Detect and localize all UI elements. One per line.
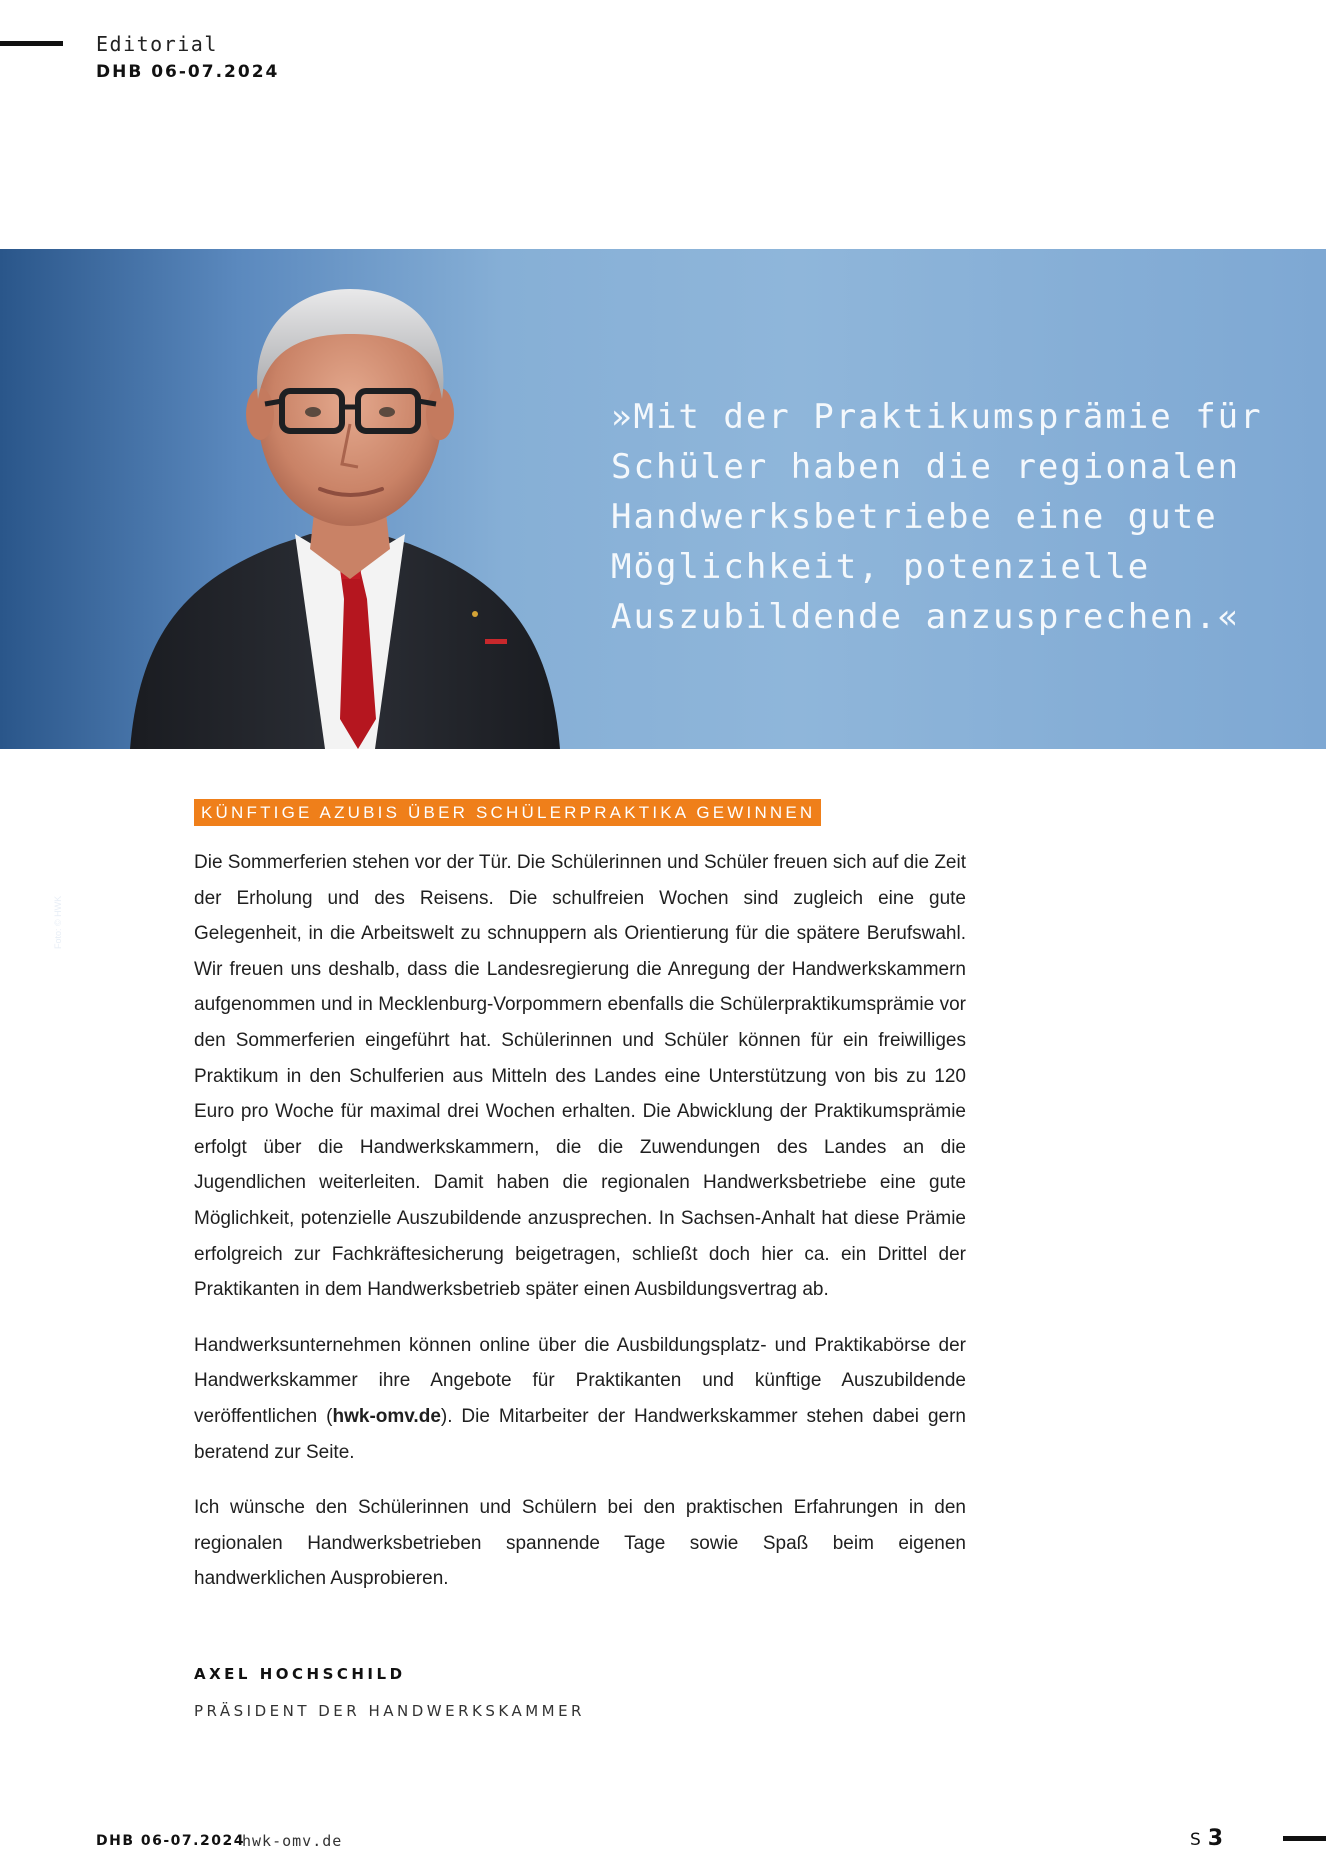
article-paragraph [194, 1328, 966, 1470]
article-paragraph: Die Sommerferien stehen vor der Tür. Die Schülerinnen und Schüler freuen sich auf die Zeit der Erholung und des Reisens. Die schulfreien Wochen sind zugleich eine gute Gelegenheit, in die Arbeitswelt zu schnuppern als Orientierung für die spätere Berufswahl. Wir freuen uns deshalb, dass die Landesregierung die Anregung der Handwerkskammern aufgenommen und in Mecklenburg-Vorpommern ebenfalls die Schülerpraktikumsprämie vor den Sommerferien eingeführt hat. Schülerinnen und Schüler können für ein freiwilliges Praktikum in den Schulferien aus Mitteln des Landes eine Unterstützung von bis zu 120 Euro pro Woche für maximal drei Wochen erhalten. Die Abwicklung der Praktikumsprämie erfolgt über die Handwerkskammern, die die Zuwendungen des Landes an die Jugendlichen weiterleiten. Damit haben die regionalen Handwerksbetriebe eine gute Möglichkeit, potenzielle Auszubildende anzusprechen. In Sachsen-Anhalt hat diese Prämie erfolgreich zur Fachkräftesicherung beigetragen, schließt doch hier ca. ein Drittel der Praktikanten in dem Handwerksbetrieb später einen Ausbildungsvertrag ab. [194, 852, 966, 1301]
portrait-photo [120, 249, 600, 749]
website-link[interactable]: hwk-omv.de [332, 1405, 441, 1427]
footer-issue: DHB 06-07.2024 [96, 1833, 245, 1849]
article-paragraph: Ich wünsche den Schülerinnen und Schülern bei den praktischen Erfahrungen in den regionalen Handwerksbetrieben spannende Tage sowie Spaß beim eigenen handwerklichen Ausprobieren. [194, 1497, 966, 1590]
author-name: AXEL HOCHSCHILD [194, 1665, 406, 1683]
paragraph-text: Handwerksunternehmen können online über die Ausbildungsplatz- und Praktikabörse der Handwerkskammer ihre Angebote für Praktikanten und künftige Auszubildende veröffentlichen ( [194, 1334, 966, 1427]
author-title: PRÄSIDENT DER HANDWERKSKAMMER [194, 1702, 585, 1720]
page-number-value: 3 [1207, 1826, 1224, 1851]
pull-quote: »Mit der Praktikumsprämie für Schüler haben die regionalen Handwerksbetriebe eine gute Möglichkeit, potenzielle Auszubildende anzusprechen.« [611, 397, 1263, 637]
footer-rule [1283, 1836, 1326, 1841]
header-rule [0, 41, 63, 46]
footer-website[interactable]: hwk-omv.de [242, 1832, 343, 1850]
paragraph-text: ). Die Mitarbeiter der Handwerkskammer stehen dabei gern beratend zur Seite. [194, 1405, 966, 1463]
issue-label: DHB 06-07.2024 [96, 62, 280, 82]
photo-credit: Foto: © HWK [53, 895, 63, 949]
page-prefix: S [1190, 1830, 1202, 1850]
page-number [1190, 1826, 1223, 1851]
section-label: Editorial [96, 32, 218, 56]
article-body [194, 845, 966, 1617]
section-kicker: KÜNFTIGE AZUBIS ÜBER SCHÜLERPRAKTIKA GEWINNEN [194, 799, 821, 826]
